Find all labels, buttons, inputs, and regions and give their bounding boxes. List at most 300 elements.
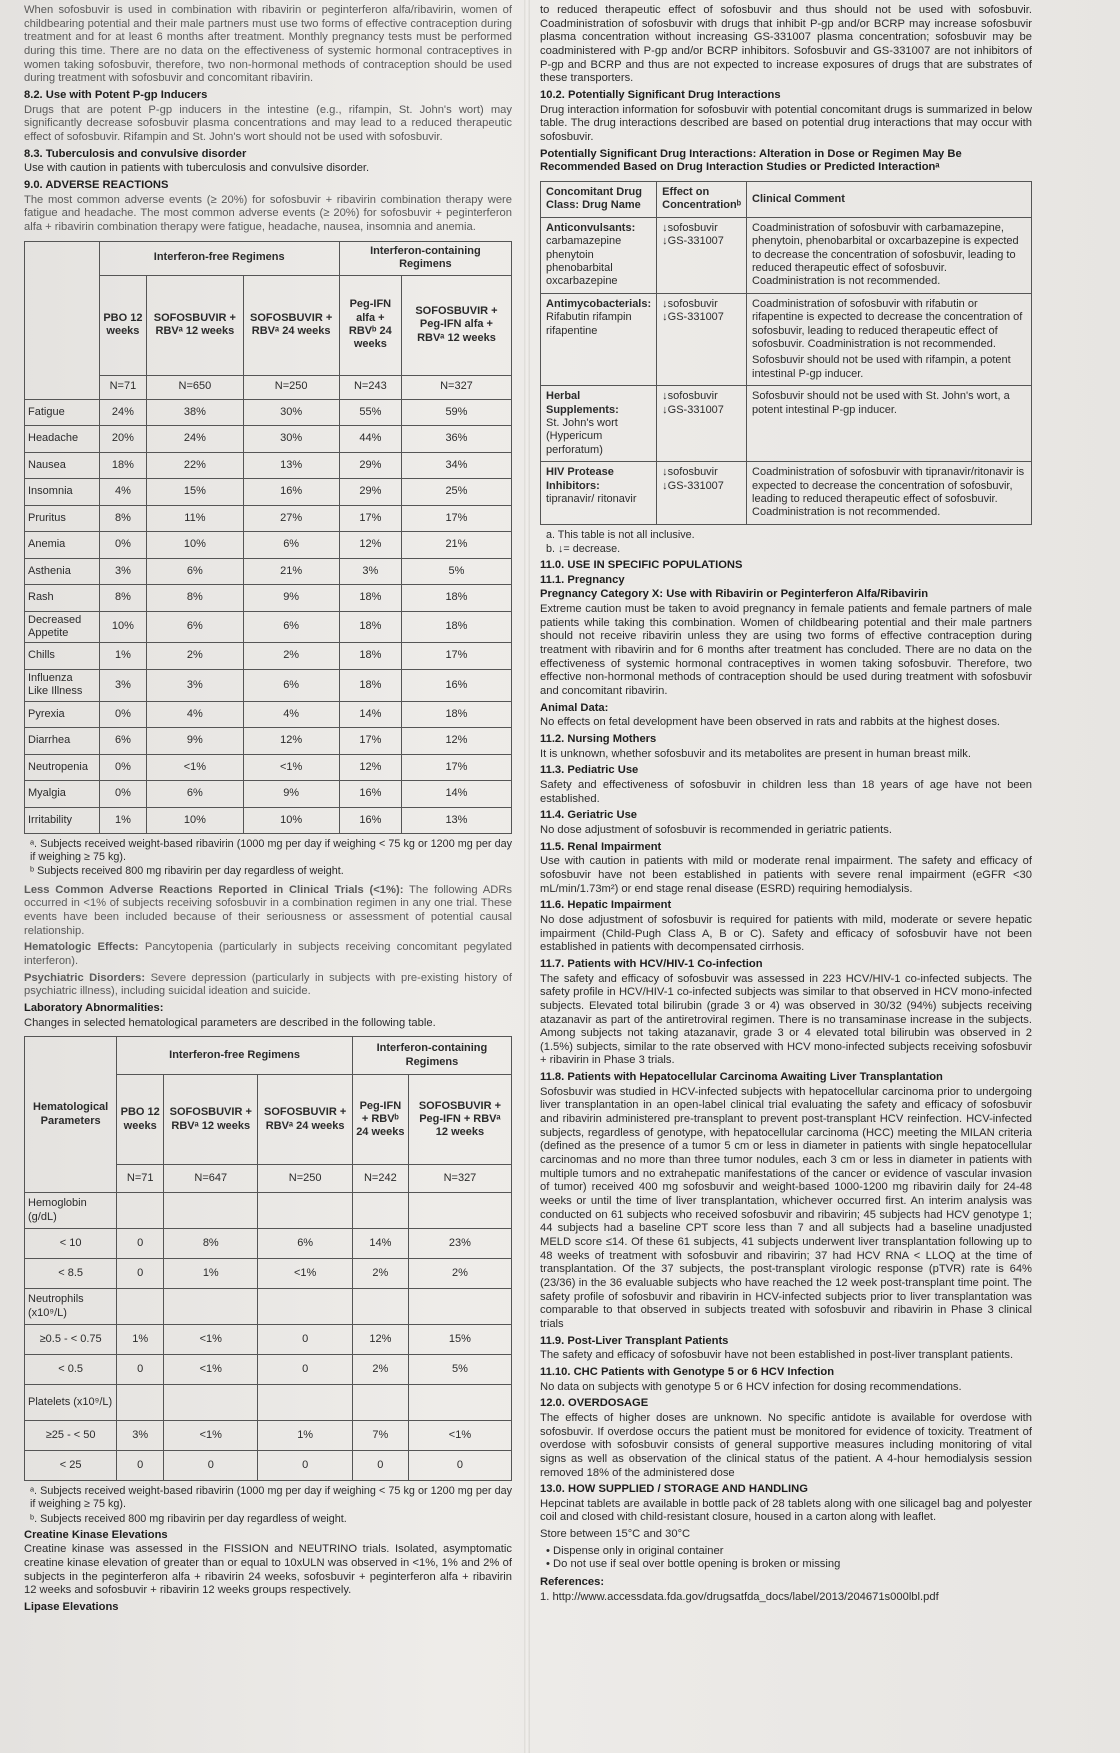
ae-value-cell: 36%: [401, 426, 511, 453]
ae-row-label: Insomnia: [25, 479, 100, 506]
di-class-cell: [541, 386, 657, 462]
hem-empty-cell: [408, 1193, 511, 1229]
ae-value-cell: 16%: [339, 781, 401, 808]
ae-value-cell: 55%: [339, 399, 401, 426]
ck-title: Creatine Kinase Elevations: [24, 1528, 168, 1541]
ae-value-cell: 20%: [99, 426, 147, 453]
hem-empty-cell: [117, 1385, 164, 1421]
ae-value-cell: 18%: [401, 701, 511, 728]
ae-value-cell: 6%: [243, 611, 339, 643]
hem-value-cell: 8%: [164, 1229, 258, 1259]
ae-value-cell: 6%: [147, 781, 243, 808]
section-11-7-title: 11.7. Patients with HCV/HIV-1 Co-infection: [540, 957, 763, 970]
ae-value-cell: <1%: [147, 754, 243, 781]
section-11-5-title: 11.5. Renal Impairment: [540, 840, 662, 853]
hem-col-header: SOFOSBUVIR + RBVᵃ 24 weeks: [258, 1075, 352, 1165]
ae-row: [25, 452, 512, 479]
hem-value-cell: <1%: [258, 1259, 352, 1289]
hem-value-cell: 0: [352, 1451, 408, 1481]
ae-value-cell: 10%: [243, 807, 339, 834]
hem-value-cell: 2%: [352, 1355, 408, 1385]
ae-body: [25, 399, 512, 834]
ae-col-header: SOFOSBUVIR + RBVᵃ 24 weeks: [243, 275, 339, 375]
ae-value-cell: 0%: [99, 701, 147, 728]
di-class-cell: [541, 462, 657, 525]
ae-value-cell: 0%: [99, 754, 147, 781]
hem-value-cell: 0: [117, 1259, 164, 1289]
section-10-2-title: 10.2. Potentially Significant Drug Interactions: [540, 88, 781, 101]
ae-value-cell: 21%: [243, 558, 339, 585]
ae-value-cell: 9%: [243, 781, 339, 808]
ae-row: [25, 669, 512, 701]
hem-param-header: Hematological Parameters: [25, 1037, 117, 1193]
ck-text: Creatine kinase was assessed in the FISSION and NEUTRINO trials. Isolated, asymptomatic creatine kinase elevation of greater than or equal to 10xULN was observed in <1%, 1% and 2% of subjects in the peginterferon alfa + ribavirin 24 weeks, sofosbuvir + peginterferon alfa + ribavirin 12 weeks and sofosbuvir + ribavirin 12 weeks groups respectively.: [24, 1543, 512, 1597]
ae-row-label: Chills: [25, 643, 100, 670]
section-11-9-title: 11.9. Post-Liver Transplant Patients: [540, 1334, 729, 1347]
hematologic-heading: Hematologic Effects:: [24, 941, 139, 954]
hem-empty-cell: [408, 1289, 511, 1325]
ae-value-cell: 1%: [99, 643, 147, 670]
drug-interaction-table: [540, 181, 1032, 525]
di-comment: Coadministration of sofosbuvir with tipranavir/ritonavir is expected to decrease the concentration of sofosbuvir, leading to reduced therapeutic effect of sofosbuvir. Coadministration is not recommended.: [752, 466, 1025, 519]
section-11-8-title: 11.8. Patients with Hepatocellular Carcinoma Awaiting Liver Transplantation: [540, 1071, 943, 1084]
hem-value-cell: <1%: [408, 1421, 511, 1451]
hem-value-cell: 6%: [258, 1229, 352, 1259]
hem-empty-cell: [352, 1193, 408, 1229]
hem-value-cell: 23%: [408, 1229, 511, 1259]
section-11-0-title: 11.0. USE IN SPECIFIC POPULATIONS: [540, 559, 743, 572]
ae-value-cell: <1%: [243, 754, 339, 781]
ae-row-label: Decreased Appetite: [25, 611, 100, 643]
hem-empty-cell: [258, 1289, 352, 1325]
section-11-2-title: 11.2. Nursing Mothers: [540, 733, 657, 746]
section-11-3-title: 11.3. Pediatric Use: [540, 764, 639, 777]
hem-value-cell: 2%: [352, 1259, 408, 1289]
ae-row: [25, 426, 512, 453]
ae-value-cell: 18%: [99, 452, 147, 479]
ae-value-cell: 9%: [147, 728, 243, 755]
ae-value-cell: 6%: [147, 558, 243, 585]
ae-value-cell: 17%: [339, 505, 401, 532]
ae-footnote-b: ᵇ Subjects received 800 mg ribavirin per day regardless of weight.: [30, 865, 344, 878]
ae-value-cell: 17%: [401, 643, 511, 670]
section-11-4-text: No dose adjustment of sofosbuvir is recommended in geriatric patients.: [540, 823, 892, 836]
ae-value-cell: 8%: [99, 505, 147, 532]
ae-row-label: Influenza Like Illness: [25, 669, 100, 701]
di-comment: Coadministration of sofosbuvir with rifabutin or rifapentine is expected to decrease the concentration of sofosbuvir, leading to reduced therapeutic effect of sofosbuvir. Coadministration is not recommended.: [752, 297, 1023, 350]
hem-value-cell: 1%: [258, 1421, 352, 1451]
hem-value-cell: 0: [258, 1355, 352, 1385]
lab-abnormalities-heading: Laboratory Abnormalities:: [24, 1001, 164, 1014]
ae-value-cell: 3%: [339, 558, 401, 585]
hem-value-cell: 7%: [352, 1421, 408, 1451]
ae-value-cell: 3%: [147, 669, 243, 701]
ae-row: [25, 585, 512, 612]
section-13-0-title: 13.0. HOW SUPPLIED / STORAGE AND HANDLING: [540, 1483, 808, 1496]
pregnancy-category-heading: Pregnancy Category X: Use with Ribavirin or Peginterferon Alfa/Ribavirin: [540, 588, 929, 601]
ae-row-label: Asthenia: [25, 558, 100, 585]
ae-col-header: SOFOSBUVIR + RBVᵃ 12 weeks: [147, 275, 243, 375]
hem-row: [25, 1355, 512, 1385]
hem-empty-cell: [117, 1289, 164, 1325]
ae-value-cell: 18%: [339, 585, 401, 612]
hem-empty-cell: [352, 1289, 408, 1325]
section-12-0-title: 12.0. OVERDOSAGE: [540, 1397, 649, 1410]
hem-row: [25, 1259, 512, 1289]
ae-value-cell: 34%: [401, 452, 511, 479]
ae-value-cell: 18%: [339, 669, 401, 701]
ae-value-cell: 25%: [401, 479, 511, 506]
ae-value-cell: 14%: [339, 701, 401, 728]
ae-value-cell: 22%: [147, 452, 243, 479]
ae-value-cell: 2%: [147, 643, 243, 670]
ae-value-cell: 6%: [147, 611, 243, 643]
hem-section-row: [25, 1385, 512, 1421]
ae-value-cell: 1%: [99, 807, 147, 834]
ae-row-label: Headache: [25, 426, 100, 453]
ae-group-interferon-containing: Interferon-containing Regimens: [339, 241, 511, 275]
section-8-3-title: 8.3. Tuberculosis and convulsive disorder: [24, 147, 247, 160]
ae-value-cell: 10%: [147, 807, 243, 834]
di-effect-cell: ↓sofosbuvir ↓GS-331007: [657, 217, 747, 293]
hem-value-cell: 1%: [164, 1259, 258, 1289]
di-header-comment: Clinical Comment: [747, 181, 1032, 217]
ae-value-cell: 27%: [243, 505, 339, 532]
ae-value-cell: 6%: [99, 728, 147, 755]
hem-value-cell: 0: [117, 1451, 164, 1481]
ae-row: [25, 728, 512, 755]
hem-value-cell: <1%: [164, 1421, 258, 1451]
ae-value-cell: 13%: [401, 807, 511, 834]
ae-row: [25, 532, 512, 559]
lipase-title: Lipase Elevations: [24, 1601, 119, 1613]
di-header-class: Concomitant Drug Class: Drug Name: [541, 181, 657, 217]
hem-section-row: [25, 1289, 512, 1325]
di-footnote-a: a. This table is not all inclusive.: [546, 528, 695, 541]
ae-row: [25, 399, 512, 426]
hem-group-interferon-containing: Interferon-containing Regimens: [352, 1037, 511, 1075]
pregnancy-text: Extreme caution must be taken to avoid pregnancy in female patients and female partners of male patients while taking this combination. Women of childbearing potential and their male partners should not receive ribavirin unless they are using two forms of effective contraception during treatment with ribavirin and for 6 months after treatment has concluded. There are no data on the effectiveness of systemic hormonal contraceptives in women taking sofosbuvir. Therefore, two effective non-hormonal methods of contraception should be used during treatment with sofosbuvir and concomitant ribavirin.: [540, 603, 1032, 698]
ae-value-cell: 4%: [147, 701, 243, 728]
hem-body: [25, 1193, 512, 1481]
section-11-6-title: 11.6. Hepatic Impairment: [540, 899, 672, 912]
ae-value-cell: 14%: [401, 781, 511, 808]
ae-value-cell: 4%: [243, 701, 339, 728]
section-8-3-text: Use with caution in patients with tuberculosis and convulsive disorder.: [24, 162, 370, 175]
hem-row-label: < 8.5: [25, 1259, 117, 1289]
di-class-name: Antimycobacterials:: [546, 297, 652, 310]
section-11-1-title: 11.1. Pregnancy: [540, 573, 625, 586]
di-class-cell: [541, 293, 657, 385]
hem-section-title: Neutrophils (x10⁹/L): [25, 1289, 117, 1325]
ae-corner-cell: [25, 241, 100, 399]
ae-value-cell: 5%: [401, 558, 511, 585]
ae-value-cell: 8%: [147, 585, 243, 612]
di-class-cell: [541, 217, 657, 293]
less-common-text: The following ADRs occurred in <1% of subjects receiving sofosbuvir in a combination regimen in any one trial. These events have been included because of their seriousness or assessment of potential causal relationship.: [24, 883, 512, 937]
section-11-7-text: The safety and efficacy of sofosbuvir was assessed in 223 HCV/HIV-1 co-infected subjects. The safety profile in HCV/HIV-1 co-infected subjects was similar to that observed in HCV mono-infected subjects. Elevated total bilirubin (grade 3 or 4) was observed in 30/32 (94%) subjects receiving atazanavir as part of the antiretroviral regimen. There is no transaminase increase in the subjects. Among subjects not taking atazanavir, grade 3 or 4 elevated total bilirubin was observed in 2 (1.5%) subjects, similar to the rate observed with HCV mono-infected subjects receiving sofosbuvir + ribavirin in Phase 3 trials.: [540, 972, 1032, 1067]
di-footnote-b: b. ↓= decrease.: [546, 542, 621, 555]
di-class-name: HIV Protease Inhibitors:: [546, 466, 614, 492]
contraception-paragraph: When sofosbuvir is used in combination with ribavirin or peginterferon alfa/ribavirin, women of childbearing potential and their male partners must use two forms of effective contraception during treatment and for at least 6 months after treatment. Monthly pregnancy tests must be performed during this time. There are no data on the effectiveness of systemic hormonal contraceptives in women taking sofosbuvir, therefore, two non-hormonal methods of contraception should be used during treatment with sofosbuvir and concomitant ribavirin.: [24, 4, 512, 85]
ae-value-cell: 30%: [243, 399, 339, 426]
hematological-table: [24, 1036, 512, 1481]
hem-empty-cell: [164, 1289, 258, 1325]
ae-value-cell: 17%: [339, 728, 401, 755]
di-class-name: Herbal Supplements:: [546, 390, 619, 416]
hem-row: [25, 1451, 512, 1481]
ae-n-cell: N=327: [401, 375, 511, 399]
di-comment: Coadministration of sofosbuvir with carbamazepine, phenytoin, phenobarbital or oxcarbazepine is expected to decrease the concentration of sofosbuvir, leading to reduced therapeutic effect of sofosbuvir. Coadministration is not recommended.: [752, 221, 1019, 288]
ae-value-cell: 12%: [339, 532, 401, 559]
ae-value-cell: 10%: [99, 611, 147, 643]
ae-row-label: Neutropenia: [25, 754, 100, 781]
ae-footnote-a: ᵃ. Subjects received weight-based ribavirin (1000 mg per day if weighing < 75 kg or 1200 mg per day if weighing ≥ 75 kg).: [30, 838, 512, 864]
section-10-2-text: Drug interaction information for sofosbuvir with potential concomitant drugs is summarized in below table. The drug interactions described are based on potential drug interactions that may occur with sofosbuvir.: [540, 103, 1032, 143]
ae-row-label: Myalgia: [25, 781, 100, 808]
ae-row-label: Pyrexia: [25, 701, 100, 728]
hematologic-text: Pancytopenia (particularly in subjects receiving concomitant pegylated interferon).: [24, 941, 512, 967]
ae-value-cell: 24%: [147, 426, 243, 453]
ae-row-label: Rash: [25, 585, 100, 612]
hem-section-title: Hemoglobin (g/dL): [25, 1193, 117, 1229]
ae-value-cell: 12%: [339, 754, 401, 781]
reference-link[interactable]: 1. http://www.accessdata.fda.gov/drugsatfda_docs/label/2013/204671s000lbl.pdf: [540, 1590, 939, 1603]
hem-value-cell: 0: [117, 1229, 164, 1259]
section-11-3-text: Safety and effectiveness of sofosbuvir in children less than 18 years of age have not been established.: [540, 779, 1032, 805]
section-11-9-text: The safety and efficacy of sofosbuvir have not been established in post-liver transplant patients.: [540, 1349, 1014, 1362]
animal-data-text: No effects on fetal development have been observed in rats and rabbits at the highest doses.: [540, 716, 1001, 729]
ae-col-header: SOFOSBUVIR + Peg-IFN alfa + RBVᵃ 12 weeks: [401, 275, 511, 375]
ae-value-cell: 6%: [243, 669, 339, 701]
hem-section-row: [25, 1193, 512, 1229]
hem-empty-cell: [258, 1385, 352, 1421]
ae-row: [25, 701, 512, 728]
hem-col-header: SOFOSBUVIR + Peg-IFN + RBVᵃ 12 weeks: [408, 1075, 511, 1165]
ae-value-cell: 18%: [401, 611, 511, 643]
section-11-6-text: No dose adjustment of sofosbuvir is required for patients with mild, moderate or severe hepatic impairment (Child-Pugh Class A, B or C). Safety and efficacy of sofosbuvir have not been established in patients with decompensated cirrhosis.: [540, 913, 1032, 954]
di-drug-names: St. John's wort (Hypericum perforatum): [546, 416, 618, 456]
di-row: [541, 217, 1032, 293]
hem-n-cell: N=647: [164, 1165, 258, 1193]
di-comment-cell: [747, 293, 1032, 385]
section-9-0-text: The most common adverse events (≥ 20%) for sofosbuvir + ribavirin combination therapy were fatigue and headache. The most common adverse events (≥ 20%) for sofosbuvir + peginterferon alfa + ribavirin combination therapy were fatigue, headache, nausea, insomnia and anemia.: [24, 193, 512, 233]
ae-row-label: Diarrhea: [25, 728, 100, 755]
hem-value-cell: 2%: [408, 1259, 511, 1289]
hem-row-label: < 25: [25, 1451, 117, 1481]
hem-value-cell: 5%: [408, 1355, 511, 1385]
hem-n-cell: N=71: [117, 1165, 164, 1193]
ae-value-cell: 24%: [99, 399, 147, 426]
left-column: [24, 4, 512, 1753]
di-body: [541, 217, 1032, 524]
di-row: [541, 293, 1032, 385]
less-common-heading: Less Common Adverse Reactions Reported in Clinical Trials (<1%):: [24, 883, 404, 896]
animal-data-heading: Animal Data:: [540, 701, 609, 714]
ae-value-cell: 29%: [339, 479, 401, 506]
less-common-paragraph: [24, 884, 512, 939]
ae-value-cell: 8%: [99, 585, 147, 612]
psychiatric-text: Severe depression (particularly in subjects with pre-existing history of psychiatric illness), including suicidal ideation and suicide.: [24, 971, 512, 998]
bullet-item: • Do not use if seal over bottle opening is broken or missing: [546, 1558, 1032, 1572]
storage-text: Store between 15°C and 30°C: [540, 1528, 691, 1541]
section-11-5-text: Use with caution in patients with mild or moderate renal impairment. The safety and efficacy of sofosbuvir have not been established in patients with severe renal impairment (eGFR <30 mL/min/1.73m²) or end stage renal disease (ESRD) requiring hemodialysis.: [540, 855, 1032, 895]
di-row: [541, 386, 1032, 462]
ae-value-cell: 16%: [339, 807, 401, 834]
section-11-2-text: It is unknown, whether sofosbuvir and its metabolites are present in human breast milk.: [540, 747, 971, 760]
storage-bullets: [546, 1545, 1032, 1572]
references-heading: References:: [540, 1576, 605, 1589]
page-fold: [524, 0, 530, 1753]
ae-value-cell: 15%: [147, 479, 243, 506]
ae-row-label: Nausea: [25, 452, 100, 479]
hem-value-cell: 0: [408, 1451, 511, 1481]
hem-n-cell: N=242: [352, 1165, 408, 1193]
ae-row: [25, 505, 512, 532]
ae-value-cell: 0%: [99, 532, 147, 559]
ae-n-cell: N=250: [243, 375, 339, 399]
section-9-0-title: 9.0. ADVERSE REACTIONS: [24, 178, 169, 191]
ae-value-cell: 10%: [147, 532, 243, 559]
ae-value-cell: 4%: [99, 479, 147, 506]
hem-row-label: ≥25 - < 50: [25, 1421, 117, 1451]
section-11-8-text: Sofosbuvir was studied in HCV-infected subjects with hepatocellular carcinoma prior to undergoing liver transplantation in an open-label clinical trial evaluating the safety and efficacy of sofosbuvir and ribavirin administered pre-transplant to prevent post-transplant HCV reinfection. HCV-infected subjects, regardless of genotype, with hepatocellular carcinoma (HCC) meeting the MILAN criteria (defined as the presence of a tumor 5 cm or less in diameter in patients with single hepatocellular carcinomas and no more than three tumor nodules, each 3 cm or less in diameter in patients with multiple tumors and no extrahepatic manifestations of the cancer or evidence of vascular invasion of tumor) received 400 mg sofosbuvir and weight-based 1000-1200 mg ribavirin daily for 24-48 weeks or until the time of liver transplantation, whichever occurred first. An interim analysis was conducted on 61 subjects who received sofosbuvir and ribavirin; 45 subjects had HCV genotype 1; 44 subjects had a baseline CPT score less than 7 and all subjects had a baseline unadjusted MELD score ≤14. Of these 61 subjects, 41 subjects underwent liver transplantation following up to 48 weeks of treatment with sofosbuvir and ribavirin; 37 had HCV RNA < LLOQ at the time of transplantation. Of the 37 subjects, the post-transplant virologic response (pTVR) rate is 64% (23/36) in the 36 evaluable subjects who have reached the 12 week post-transplant time point. The safety profile of sofosbuvir and ribavirin in HCV-infected subjects prior to liver transplantation was comparable to that observed in subjects treated with sofosbuvir and ribavirin in Phase 3 clinical trials: [540, 1085, 1032, 1330]
right-column: [540, 4, 1032, 1753]
section-13-0-text: Hepcinat tablets are available in bottle pack of 28 tablets along with one silicagel bag and polyester coil and closed with child-resistant closure, housed in a carton along with leaflet.: [540, 1497, 1032, 1524]
di-drug-names: Rifabutin rifampin rifapentine: [546, 311, 632, 337]
ae-value-cell: 3%: [99, 558, 147, 585]
section-11-10-text: No data on subjects with genotype 5 or 6 HCV infection for dosing recommendations.: [540, 1380, 962, 1393]
ae-row: [25, 479, 512, 506]
di-comment-cell: [747, 462, 1032, 525]
hem-value-cell: 15%: [408, 1325, 511, 1355]
di-drug-names: tipranavir/ ritonavir: [546, 493, 637, 505]
hem-value-cell: 0: [117, 1355, 164, 1385]
section-11-4-title: 11.4. Geriatric Use: [540, 809, 638, 822]
hem-n-cell: N=250: [258, 1165, 352, 1193]
ae-value-cell: 16%: [243, 479, 339, 506]
section-8-2-title: 8.2. Use with Potent P-gp Inducers: [24, 88, 208, 101]
hem-row: [25, 1229, 512, 1259]
ae-row-label: Irritability: [25, 807, 100, 834]
transporter-paragraph: to reduced therapeutic effect of sofosbuvir and thus should not be used with sofosbuvir. Coadministration of sofosbuvir with drugs that inhibit P-gp and/or BCRP may increase sofosbuvir plasma concentration without increasing GS-331007 plasma concentration; sofosbuvir may be coadministered with P-gp and/or BCRP inhibitors. Sofosbuvir and GS-331007 are not inhibitors of P-gp and BCRP and thus are not expected to increase exposures of drugs that are substrates of these transporters.: [540, 4, 1032, 85]
ae-value-cell: 17%: [401, 754, 511, 781]
ae-row: [25, 807, 512, 834]
ae-value-cell: 44%: [339, 426, 401, 453]
ae-value-cell: 59%: [401, 399, 511, 426]
drug-interaction-caption: Potentially Significant Drug Interactions: Alteration in Dose or Regimen May Be Recommended Based on Drug Interaction Studies or Predicted Interactionᵃ: [540, 147, 962, 174]
ae-value-cell: 11%: [147, 505, 243, 532]
ae-row: [25, 781, 512, 808]
ae-value-cell: 2%: [243, 643, 339, 670]
ae-value-cell: 21%: [401, 532, 511, 559]
ae-row-label: Anemia: [25, 532, 100, 559]
psychiatric-heading: Psychiatric Disorders:: [24, 971, 146, 984]
di-comment-extra: Sofosbuvir should not be used with rifampin, a potent intestinal P-gp inducer.: [752, 354, 1011, 380]
hem-row: [25, 1325, 512, 1355]
hem-group-interferon-free: Interferon-free Regimens: [117, 1037, 353, 1075]
lab-abnormalities-text: Changes in selected hematological parameters are described in the following table.: [24, 1016, 436, 1029]
di-effect-cell: ↓sofosbuvir ↓GS-331007: [657, 462, 747, 525]
ae-value-cell: 3%: [99, 669, 147, 701]
hem-value-cell: 12%: [352, 1325, 408, 1355]
hem-empty-cell: [164, 1193, 258, 1229]
di-effect-cell: ↓sofosbuvir ↓GS-331007: [657, 386, 747, 462]
hem-footnote-a: ᵃ. Subjects received weight-based ribavirin (1000 mg per day if weighing < 75 kg or 1200 mg per day if weighing ≥ 75 kg).: [30, 1485, 512, 1511]
ae-value-cell: 30%: [243, 426, 339, 453]
ae-value-cell: 29%: [339, 452, 401, 479]
di-comment-cell: [747, 386, 1032, 462]
hem-col-header: SOFOSBUVIR + RBVᵃ 12 weeks: [164, 1075, 258, 1165]
ae-col-header: Peg-IFN alfa + RBVᵇ 24 weeks: [339, 275, 401, 375]
ae-value-cell: 13%: [243, 452, 339, 479]
hem-value-cell: <1%: [164, 1325, 258, 1355]
ae-value-cell: 0%: [99, 781, 147, 808]
di-class-name: Anticonvulsants:: [546, 221, 636, 234]
hem-empty-cell: [164, 1385, 258, 1421]
ae-group-interferon-free: Interferon-free Regimens: [99, 241, 339, 275]
section-12-0-text: The effects of higher doses are unknown. No specific antidote is available for overdose with sofosbuvir. If overdose occurs the patient must be monitored for evidence of toxicity. Treatment of overdose with sofosbuvir consists of general supportive measures including monitoring of vital signs as well as observation of the clinical status of the patient. A 4-hour hemodialysis session removed 18% of the administered dose: [540, 1411, 1032, 1479]
ae-value-cell: 18%: [339, 611, 401, 643]
ae-value-cell: 18%: [401, 585, 511, 612]
ae-n-cell: N=650: [147, 375, 243, 399]
hem-empty-cell: [117, 1193, 164, 1229]
hem-section-title: Platelets (x10⁹/L): [25, 1385, 117, 1421]
hem-empty-cell: [258, 1193, 352, 1229]
ae-row: [25, 643, 512, 670]
di-comment-cell: [747, 217, 1032, 293]
di-header-effect: Effect on Concentrationᵇ: [657, 181, 747, 217]
ae-row-label: Pruritus: [25, 505, 100, 532]
hem-row: [25, 1421, 512, 1451]
ae-value-cell: 9%: [243, 585, 339, 612]
ae-row: [25, 558, 512, 585]
hematologic-paragraph: [24, 941, 512, 968]
hem-row-label: ≥0.5 - < 0.75: [25, 1325, 117, 1355]
section-11-10-title: 11.10. CHC Patients with Genotype 5 or 6 HCV Infection: [540, 1365, 835, 1378]
hem-value-cell: 1%: [117, 1325, 164, 1355]
hem-empty-cell: [408, 1385, 511, 1421]
hem-value-cell: 0: [258, 1325, 352, 1355]
hem-n-cell: N=327: [408, 1165, 511, 1193]
ae-row: [25, 611, 512, 643]
hem-value-cell: <1%: [164, 1355, 258, 1385]
psychiatric-paragraph: [24, 972, 512, 999]
di-drug-names: carbamazepine phenytoin phenobarbital oxcarbazepine: [546, 235, 622, 288]
di-effect-cell: ↓sofosbuvir ↓GS-331007: [657, 293, 747, 385]
hem-value-cell: 0: [258, 1451, 352, 1481]
ae-value-cell: 16%: [401, 669, 511, 701]
bullet-item: • Dispense only in original container: [546, 1545, 1032, 1559]
ae-row-label: Fatigue: [25, 399, 100, 426]
ae-value-cell: 17%: [401, 505, 511, 532]
di-comment: Sofosbuvir should not be used with St. John's wort, a potent intestinal P-gp inducer.: [752, 390, 1010, 416]
hem-value-cell: 14%: [352, 1229, 408, 1259]
hem-row-label: < 10: [25, 1229, 117, 1259]
ae-n-cell: N=243: [339, 375, 401, 399]
ae-col-header: PBO 12 weeks: [99, 275, 147, 375]
hem-row-label: < 0.5: [25, 1355, 117, 1385]
ae-value-cell: 6%: [243, 532, 339, 559]
hem-empty-cell: [352, 1385, 408, 1421]
hem-col-header: Peg-IFN + RBVᵇ 24 weeks: [352, 1075, 408, 1165]
section-8-2-text: Drugs that are potent P-gp inducers in the intestine (e.g., rifampin, St. John's wort) may significantly decrease sofosbuvir plasma concentrations and may lead to a reduced therapeutic effect of sofosbuvir. Rifampin and St. John's wort should not be used with sofosbuvir.: [24, 103, 512, 143]
ae-row: [25, 754, 512, 781]
ae-n-cell: N=71: [99, 375, 147, 399]
di-row: [541, 462, 1032, 525]
ae-value-cell: 38%: [147, 399, 243, 426]
hem-value-cell: 3%: [117, 1421, 164, 1451]
